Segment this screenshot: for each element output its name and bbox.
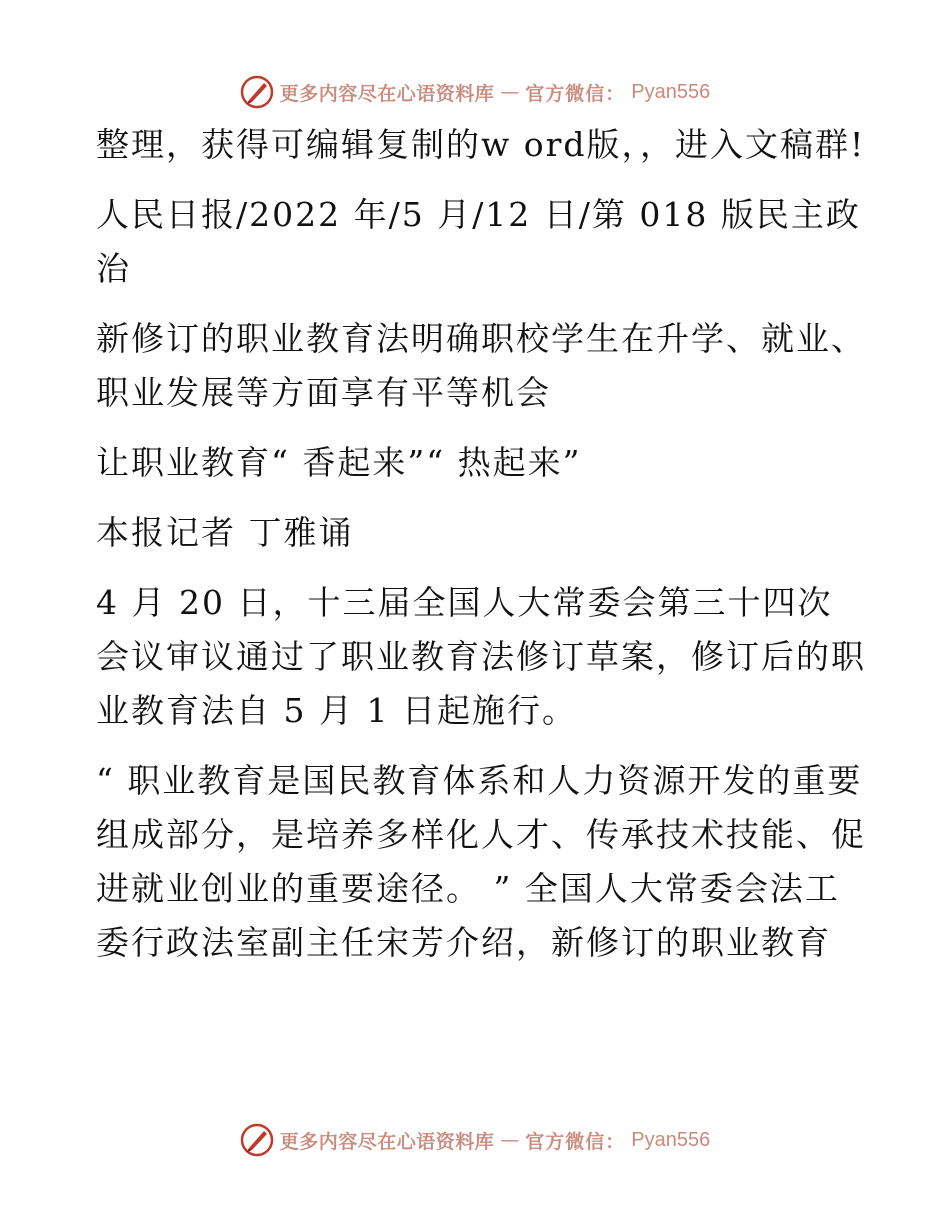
paragraph-intro: 整理，获得可编辑复制的w ord版，，进入文稿群! [96, 125, 866, 164]
watermark-text: 更多内容尽在心语资料库 [279, 82, 495, 105]
paragraph-body-2: “ 职业教育是国民教育体系和人力资源开发的重要组成部分，是培养多样化人才、传承技术技能、促进就业创业的重要途径。 ” 全国人大常委会法工委行政法室副主任宋芳介绍，新修订的职业教育 [96, 761, 866, 962]
quill-pen-logo-icon [240, 1123, 274, 1157]
paragraph-source: 人民日报/2022 年/5 月/12 日/第 018 版民主政治 [96, 195, 861, 288]
watermark-id: Pyan556 [631, 80, 711, 103]
watermark-label: 官方微信： [525, 82, 626, 105]
watermark-label: 官方微信： [525, 1130, 626, 1153]
watermark-id: Pyan556 [631, 1128, 711, 1151]
watermark-separator: — [500, 81, 520, 103]
paragraph-byline: 本报记者 丁雅诵 [96, 513, 354, 552]
paragraph-headline: 让职业教育“ 香起来”“ 热起来” [96, 443, 582, 482]
paragraph-subtitle: 新修订的职业教育法明确职校学生在升学、就业、职业发展等方面享有平等机会 [96, 319, 866, 412]
footer-watermark [0, 1118, 950, 1162]
watermark-text: 更多内容尽在心语资料库 [279, 1130, 495, 1153]
header-watermark [0, 70, 950, 114]
paragraph-body-1: 4 月 20 日，十三届全国人大常委会第三十四次会议审议通过了职业教育法修订草案，修订后的职业教育法自 5 月 1 日起施行。 [96, 583, 866, 730]
quill-pen-logo-icon [240, 75, 274, 109]
watermark-separator: — [500, 1129, 520, 1151]
document-body [96, 118, 866, 986]
